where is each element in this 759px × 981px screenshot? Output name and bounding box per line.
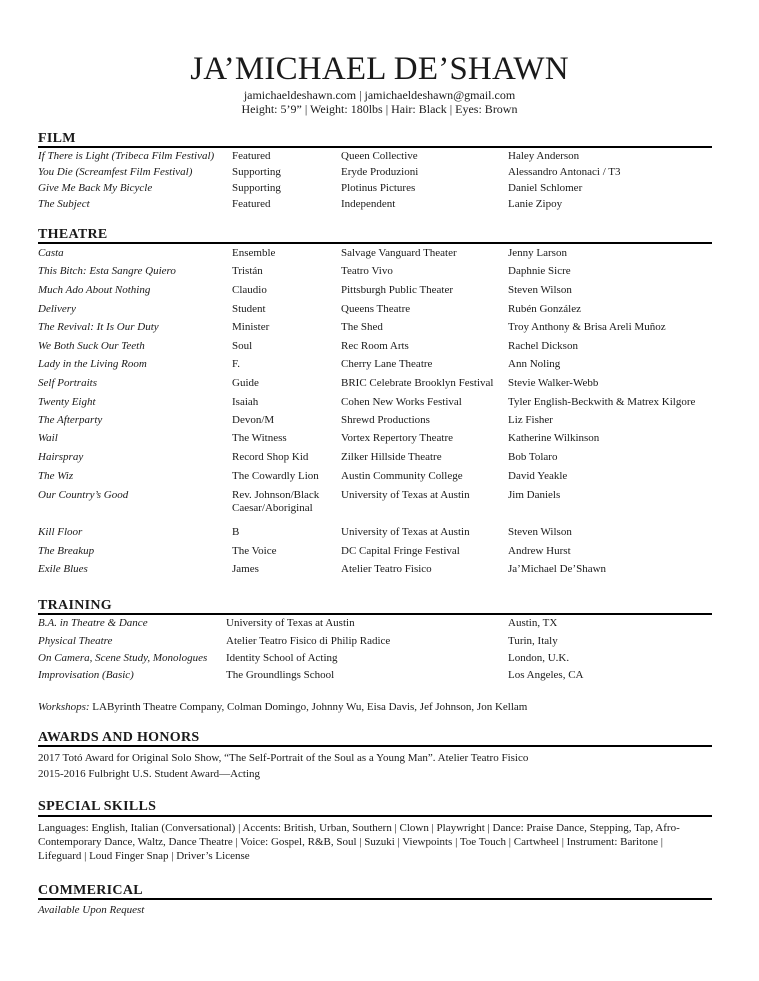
film-director: Haley Anderson <box>508 150 580 162</box>
theatre-venue: Teatro Vivo <box>341 265 393 277</box>
film-title: If There is Light (Tribeca Film Festival) <box>38 150 215 162</box>
stats-line: Height: 5’9” | Weight: 180lbs | Hair: Black | Eyes: Brown <box>241 102 518 116</box>
theatre-title: Casta <box>38 247 64 259</box>
theatre-director: Tyler English-Beckwith & Matrex Kilgore <box>508 396 696 408</box>
film-director: Alessandro Antonaci / T3 <box>508 166 621 178</box>
theatre-venue: The Shed <box>341 321 383 333</box>
skills-line: Lifeguard | Loud Finger Snap | Driver’s License <box>38 850 250 862</box>
theatre-role: Guide <box>232 377 259 389</box>
theatre-venue: Cohen New Works Festival <box>341 396 462 408</box>
theatre-title: Self Portraits <box>38 377 97 389</box>
theatre-director: Rubén González <box>508 303 581 315</box>
skills-line: Languages: English, Italian (Conversational) | Accents: British, Urban, Southern | Clown | Playwright | Dance: Praise Dance, Stepping, Tap, Afro- <box>38 822 680 834</box>
awards-divider <box>38 745 712 747</box>
awards-section-title: AWARDS AND HONORS <box>38 730 200 745</box>
theatre-venue: Rec Room Arts <box>341 340 409 352</box>
film-company: Eryde Produzioni <box>341 166 419 178</box>
theatre-role: The Witness <box>232 432 287 444</box>
theatre-venue: Cherry Lane Theatre <box>341 358 433 370</box>
theatre-director: Jim Daniels <box>508 489 561 501</box>
theatre-venue: Atelier Teatro Fisico <box>341 563 432 575</box>
theatre-role: Record Shop Kid <box>232 451 309 463</box>
theatre-title: The Afterparty <box>38 414 103 426</box>
theatre-venue: Queens Theatre <box>341 303 411 315</box>
theatre-role: Claudio <box>232 284 267 296</box>
theatre-title: Kill Floor <box>38 526 83 538</box>
training-program: B.A. in Theatre & Dance <box>38 617 148 629</box>
theatre-director: Andrew Hurst <box>508 545 571 557</box>
skills-section-title: SPECIAL SKILLS <box>38 799 157 814</box>
film-director: Lanie Zipoy <box>508 198 563 210</box>
theatre-role: Ensemble <box>232 247 276 259</box>
theatre-role: Caesar/Aboriginal <box>232 502 313 514</box>
theatre-venue: DC Capital Fringe Festival <box>341 545 460 557</box>
theatre-role: James <box>232 563 259 575</box>
commercial-section-title: COMMERICAL <box>38 883 143 898</box>
theatre-role: Minister <box>232 321 270 333</box>
theatre-director: Liz Fisher <box>508 414 553 426</box>
theatre-title: Wail <box>38 432 58 444</box>
film-section-title: FILM <box>38 131 76 146</box>
theatre-role: F. <box>232 358 240 370</box>
theatre-director: Daphnie Sicre <box>508 265 571 277</box>
theatre-director: Ann Noling <box>508 358 561 370</box>
resume-name: JA’MICHAEL DE’SHAWN <box>190 51 569 87</box>
theatre-title: Twenty Eight <box>38 396 96 408</box>
workshops-line <box>38 700 718 714</box>
theatre-role: The Voice <box>232 545 277 557</box>
training-location: Los Angeles, CA <box>508 669 584 681</box>
film-title: The Subject <box>38 198 90 210</box>
workshops-label: Workshops: <box>38 701 90 713</box>
theatre-director: David Yeakle <box>508 470 568 482</box>
film-title: You Die (Screamfest Film Festival) <box>38 166 193 178</box>
theatre-title: The Wiz <box>38 470 74 482</box>
theatre-role: B <box>232 526 240 538</box>
film-role: Supporting <box>232 182 281 194</box>
theatre-title: Much Ado About Nothing <box>38 284 151 296</box>
film-title: Give Me Back My Bicycle <box>38 182 153 194</box>
training-location: Austin, TX <box>508 617 558 629</box>
award-line: 2015-2016 Fulbright U.S. Student Award—Acting <box>38 768 261 780</box>
theatre-title: The Breakup <box>38 545 95 557</box>
theatre-section-title: THEATRE <box>38 227 108 242</box>
theatre-director: Troy Anthony & Brisa Areli Muñoz <box>508 321 666 333</box>
theatre-venue: University of Texas at Austin <box>341 526 470 538</box>
theatre-venue: Salvage Vanguard Theater <box>341 247 457 259</box>
training-school: University of Texas at Austin <box>226 617 355 629</box>
film-role: Supporting <box>232 166 281 178</box>
theatre-title: Lady in the Living Room <box>38 358 147 370</box>
commercial-text: Available Upon Request <box>38 904 145 916</box>
theatre-divider <box>38 242 712 244</box>
award-line: 2017 Totó Award for Original Solo Show, “The Self-Portrait of the Soul as a Young Man”. Atelier Teatro Fisico <box>38 752 529 764</box>
commercial-divider <box>38 898 712 900</box>
training-school: The Groundlings School <box>226 669 335 681</box>
film-company: Queen Collective <box>341 150 418 162</box>
film-divider <box>38 146 712 148</box>
theatre-title: Exile Blues <box>38 563 88 575</box>
theatre-role: The Cowardly Lion <box>232 470 319 482</box>
theatre-director: Rachel Dickson <box>508 340 578 352</box>
theatre-title: The Revival: It Is Our Duty <box>38 321 159 333</box>
theatre-director: Katherine Wilkinson <box>508 432 600 444</box>
theatre-role: Devon/M <box>232 414 275 426</box>
film-company: Independent <box>341 198 396 210</box>
theatre-role: Isaiah <box>232 396 259 408</box>
theatre-venue: Vortex Repertory Theatre <box>341 432 453 444</box>
theatre-director: Jenny Larson <box>508 247 567 259</box>
training-section-title: TRAINING <box>38 598 112 613</box>
skills-divider <box>38 815 712 817</box>
theatre-venue: BRIC Celebrate Brooklyn Festival <box>341 377 494 389</box>
theatre-title: Hairspray <box>38 451 84 463</box>
theatre-director: Steven Wilson <box>508 284 572 296</box>
theatre-title: We Both Suck Our Teeth <box>38 340 145 352</box>
training-location: London, U.K. <box>508 652 570 664</box>
theatre-venue: Zilker Hillside Theatre <box>341 451 442 463</box>
theatre-role: Soul <box>232 340 253 352</box>
contact-line: jamichaeldeshawn.com | jamichaeldeshawn@gmail.com <box>243 88 516 102</box>
theatre-role: Student <box>232 303 266 315</box>
training-program: Physical Theatre <box>38 635 113 647</box>
theatre-venue: Pittsburgh Public Theater <box>341 284 454 296</box>
theatre-venue: Shrewd Productions <box>341 414 430 426</box>
workshops-text: LAByrinth Theatre Company, Colman Domingo, Johnny Wu, Eisa Davis, Jef Johnson, Jon Kellam <box>89 701 528 713</box>
theatre-director: Ja’Michael De’Shawn <box>508 563 607 575</box>
training-school: Atelier Teatro Fisico di Philip Radice <box>226 635 391 647</box>
training-program: Improvisation (Basic) <box>38 669 134 681</box>
theatre-title: This Bitch: Esta Sangre Quiero <box>38 265 176 277</box>
theatre-director: Bob Tolaro <box>508 451 558 463</box>
theatre-director: Steven Wilson <box>508 526 572 538</box>
training-divider <box>38 613 712 615</box>
film-role: Featured <box>232 150 271 162</box>
skills-line: Contemporary Dance, Waltz, Dance Theatre | Voice: Gospel, R&B, Soul | Suzuki | Viewpoints | Toe Touch | Cartwheel | Instrument: Baritone | <box>38 836 663 848</box>
training-location: Turin, Italy <box>508 635 558 647</box>
theatre-venue: University of Texas at Austin <box>341 489 470 501</box>
film-director: Daniel Schlomer <box>508 182 583 194</box>
theatre-title: Delivery <box>38 303 76 315</box>
theatre-role: Rev. Johnson/Black <box>232 489 320 501</box>
theatre-venue: Austin Community College <box>341 470 463 482</box>
theatre-director: Stevie Walker-Webb <box>508 377 599 389</box>
training-school: Identity School of Acting <box>226 652 338 664</box>
theatre-role: Tristán <box>232 265 263 277</box>
training-program: On Camera, Scene Study, Monologues <box>38 652 208 664</box>
theatre-title: Our Country’s Good <box>38 489 129 501</box>
film-role: Featured <box>232 198 271 210</box>
film-company: Plotinus Pictures <box>341 182 416 194</box>
